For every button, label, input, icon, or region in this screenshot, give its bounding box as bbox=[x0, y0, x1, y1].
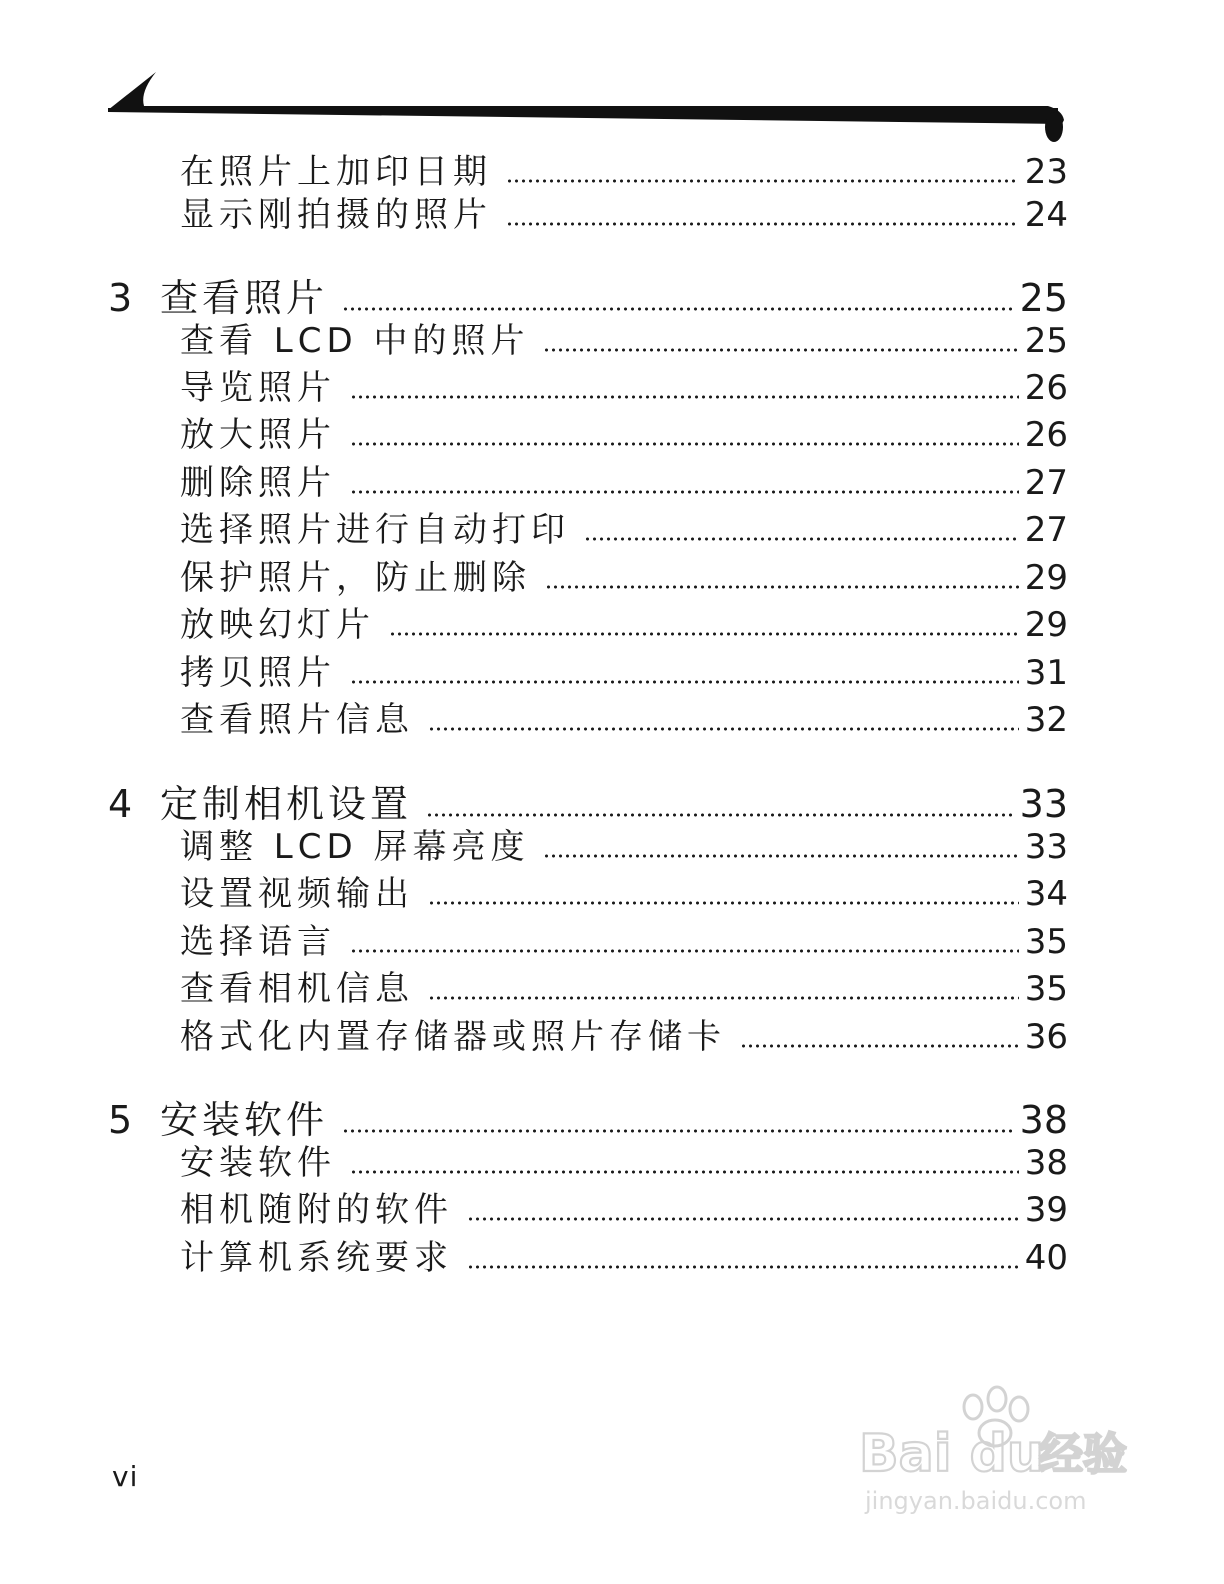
toc-entry-page: 32 bbox=[1024, 700, 1068, 740]
toc-entry-page: 27 bbox=[1024, 510, 1068, 550]
toc-entry[interactable] bbox=[180, 922, 1068, 962]
toc-entry[interactable] bbox=[180, 463, 1068, 503]
chapter-title: 定制相机设置 bbox=[160, 782, 413, 826]
dot-leader bbox=[467, 1265, 1019, 1269]
dot-leader bbox=[506, 222, 1019, 226]
dot-leader bbox=[543, 854, 1018, 858]
dot-leader bbox=[350, 442, 1019, 446]
toc-entry-page: 36 bbox=[1024, 1017, 1068, 1057]
header-rule bbox=[100, 66, 1080, 146]
toc-entry-title: 保护照片，防止删除 bbox=[180, 558, 531, 598]
toc-entry-page: 35 bbox=[1024, 969, 1068, 1009]
watermark-url: jingyan.baidu.com bbox=[865, 1487, 1087, 1515]
toc-entry-page: 23 bbox=[1024, 152, 1068, 192]
page-number: vi bbox=[112, 1460, 139, 1493]
toc-entry-title: 放映幻灯片 bbox=[180, 605, 375, 645]
toc-entry-page: 29 bbox=[1024, 605, 1068, 645]
dot-leader bbox=[350, 1170, 1019, 1174]
toc-entry[interactable] bbox=[180, 874, 1068, 914]
dot-leader bbox=[389, 632, 1019, 636]
toc-entry-page: 35 bbox=[1024, 922, 1068, 962]
dot-leader bbox=[740, 1044, 1019, 1048]
chapter-page: 33 bbox=[1019, 782, 1068, 826]
dot-leader bbox=[350, 490, 1019, 494]
toc-entry-page: 25 bbox=[1024, 321, 1068, 361]
toc-entry-title: 查看相机信息 bbox=[180, 969, 414, 1009]
watermark-cn: 经验 bbox=[1039, 1429, 1127, 1480]
toc-entry-title: 设置视频输出 bbox=[180, 874, 414, 914]
toc-entry[interactable] bbox=[180, 321, 1068, 361]
toc-entry-title: 选择照片进行自动打印 bbox=[180, 510, 570, 550]
dot-leader bbox=[350, 395, 1019, 399]
chapter-number: 3 bbox=[108, 276, 137, 320]
toc-entry-page: 26 bbox=[1024, 368, 1068, 408]
toc-entry[interactable] bbox=[180, 1238, 1068, 1278]
toc-entry[interactable] bbox=[180, 969, 1068, 1009]
dot-leader bbox=[467, 1217, 1019, 1221]
dot-leader bbox=[342, 1129, 1014, 1133]
dot-leader bbox=[342, 307, 1014, 311]
toc-entry-title: 安装软件 bbox=[180, 1143, 336, 1183]
chapter-title: 安装软件 bbox=[160, 1098, 329, 1142]
toc-entry[interactable] bbox=[180, 195, 1068, 235]
toc-entry-title: 放大照片 bbox=[180, 415, 336, 455]
toc-entry-page: 38 bbox=[1024, 1143, 1068, 1183]
watermark-brand: Bai du bbox=[859, 1424, 1044, 1484]
toc-entry-page: 31 bbox=[1024, 653, 1068, 693]
toc-entry[interactable] bbox=[180, 1190, 1068, 1230]
chapter-title: 查看照片 bbox=[160, 276, 329, 320]
toc-entry[interactable] bbox=[180, 368, 1068, 408]
toc-entry[interactable] bbox=[180, 653, 1068, 693]
dot-leader bbox=[428, 996, 1019, 1000]
toc-entry-title: 在照片上加印日期 bbox=[180, 152, 492, 192]
dot-leader bbox=[426, 813, 1014, 817]
toc-entry[interactable] bbox=[180, 558, 1068, 598]
toc-entry-title: 查看 LCD 中的照片 bbox=[180, 321, 530, 361]
toc-entry-title: 调整 LCD 屏幕亮度 bbox=[180, 827, 530, 867]
toc-entry-title: 显示刚拍摄的照片 bbox=[180, 195, 492, 235]
dot-leader bbox=[350, 949, 1019, 953]
toc-entry-title: 导览照片 bbox=[180, 368, 336, 408]
toc-entry-title: 选择语言 bbox=[180, 922, 336, 962]
baidu-jingyan-watermark bbox=[855, 1385, 1145, 1525]
toc-entry-page: 39 bbox=[1024, 1190, 1068, 1230]
toc-entry-title: 拷贝照片 bbox=[180, 653, 336, 693]
chapter-number: 4 bbox=[108, 782, 137, 826]
toc-entry[interactable] bbox=[180, 152, 1068, 192]
dot-leader bbox=[428, 901, 1019, 905]
dot-leader bbox=[545, 585, 1019, 589]
toc-entry[interactable] bbox=[180, 1143, 1068, 1183]
toc-entry-title: 相机随附的软件 bbox=[180, 1190, 453, 1230]
toc-entry-title: 查看照片信息 bbox=[180, 700, 414, 740]
chapter-page: 38 bbox=[1019, 1098, 1068, 1142]
dot-leader bbox=[506, 179, 1019, 183]
toc-entry[interactable] bbox=[180, 510, 1068, 550]
toc-entry-page: 29 bbox=[1024, 558, 1068, 598]
toc-entry-page: 26 bbox=[1024, 415, 1068, 455]
toc-entry-page: 34 bbox=[1024, 874, 1068, 914]
toc-entry[interactable] bbox=[180, 415, 1068, 455]
toc-entry-title: 格式化内置存储器或照片存储卡 bbox=[180, 1017, 726, 1057]
dot-leader bbox=[584, 537, 1019, 541]
dot-leader bbox=[428, 727, 1019, 731]
dot-leader bbox=[543, 348, 1018, 352]
toc-entry[interactable] bbox=[180, 827, 1068, 867]
toc-entry-page: 33 bbox=[1024, 827, 1068, 867]
toc-entry-title: 删除照片 bbox=[180, 463, 336, 503]
toc-entry-page: 27 bbox=[1024, 463, 1068, 503]
chapter-number: 5 bbox=[108, 1098, 137, 1142]
toc-chapter[interactable] bbox=[108, 276, 1068, 320]
chapter-page: 25 bbox=[1019, 276, 1068, 320]
dot-leader bbox=[350, 680, 1019, 684]
toc-entry[interactable] bbox=[180, 700, 1068, 740]
toc-chapter[interactable] bbox=[108, 1098, 1068, 1142]
toc-entry-title: 计算机系统要求 bbox=[180, 1238, 453, 1278]
toc-entry[interactable] bbox=[180, 605, 1068, 645]
toc-entry[interactable] bbox=[180, 1017, 1068, 1057]
toc-entry-page: 24 bbox=[1024, 195, 1068, 235]
toc-entry-page: 40 bbox=[1024, 1238, 1068, 1278]
toc-chapter[interactable] bbox=[108, 782, 1068, 826]
